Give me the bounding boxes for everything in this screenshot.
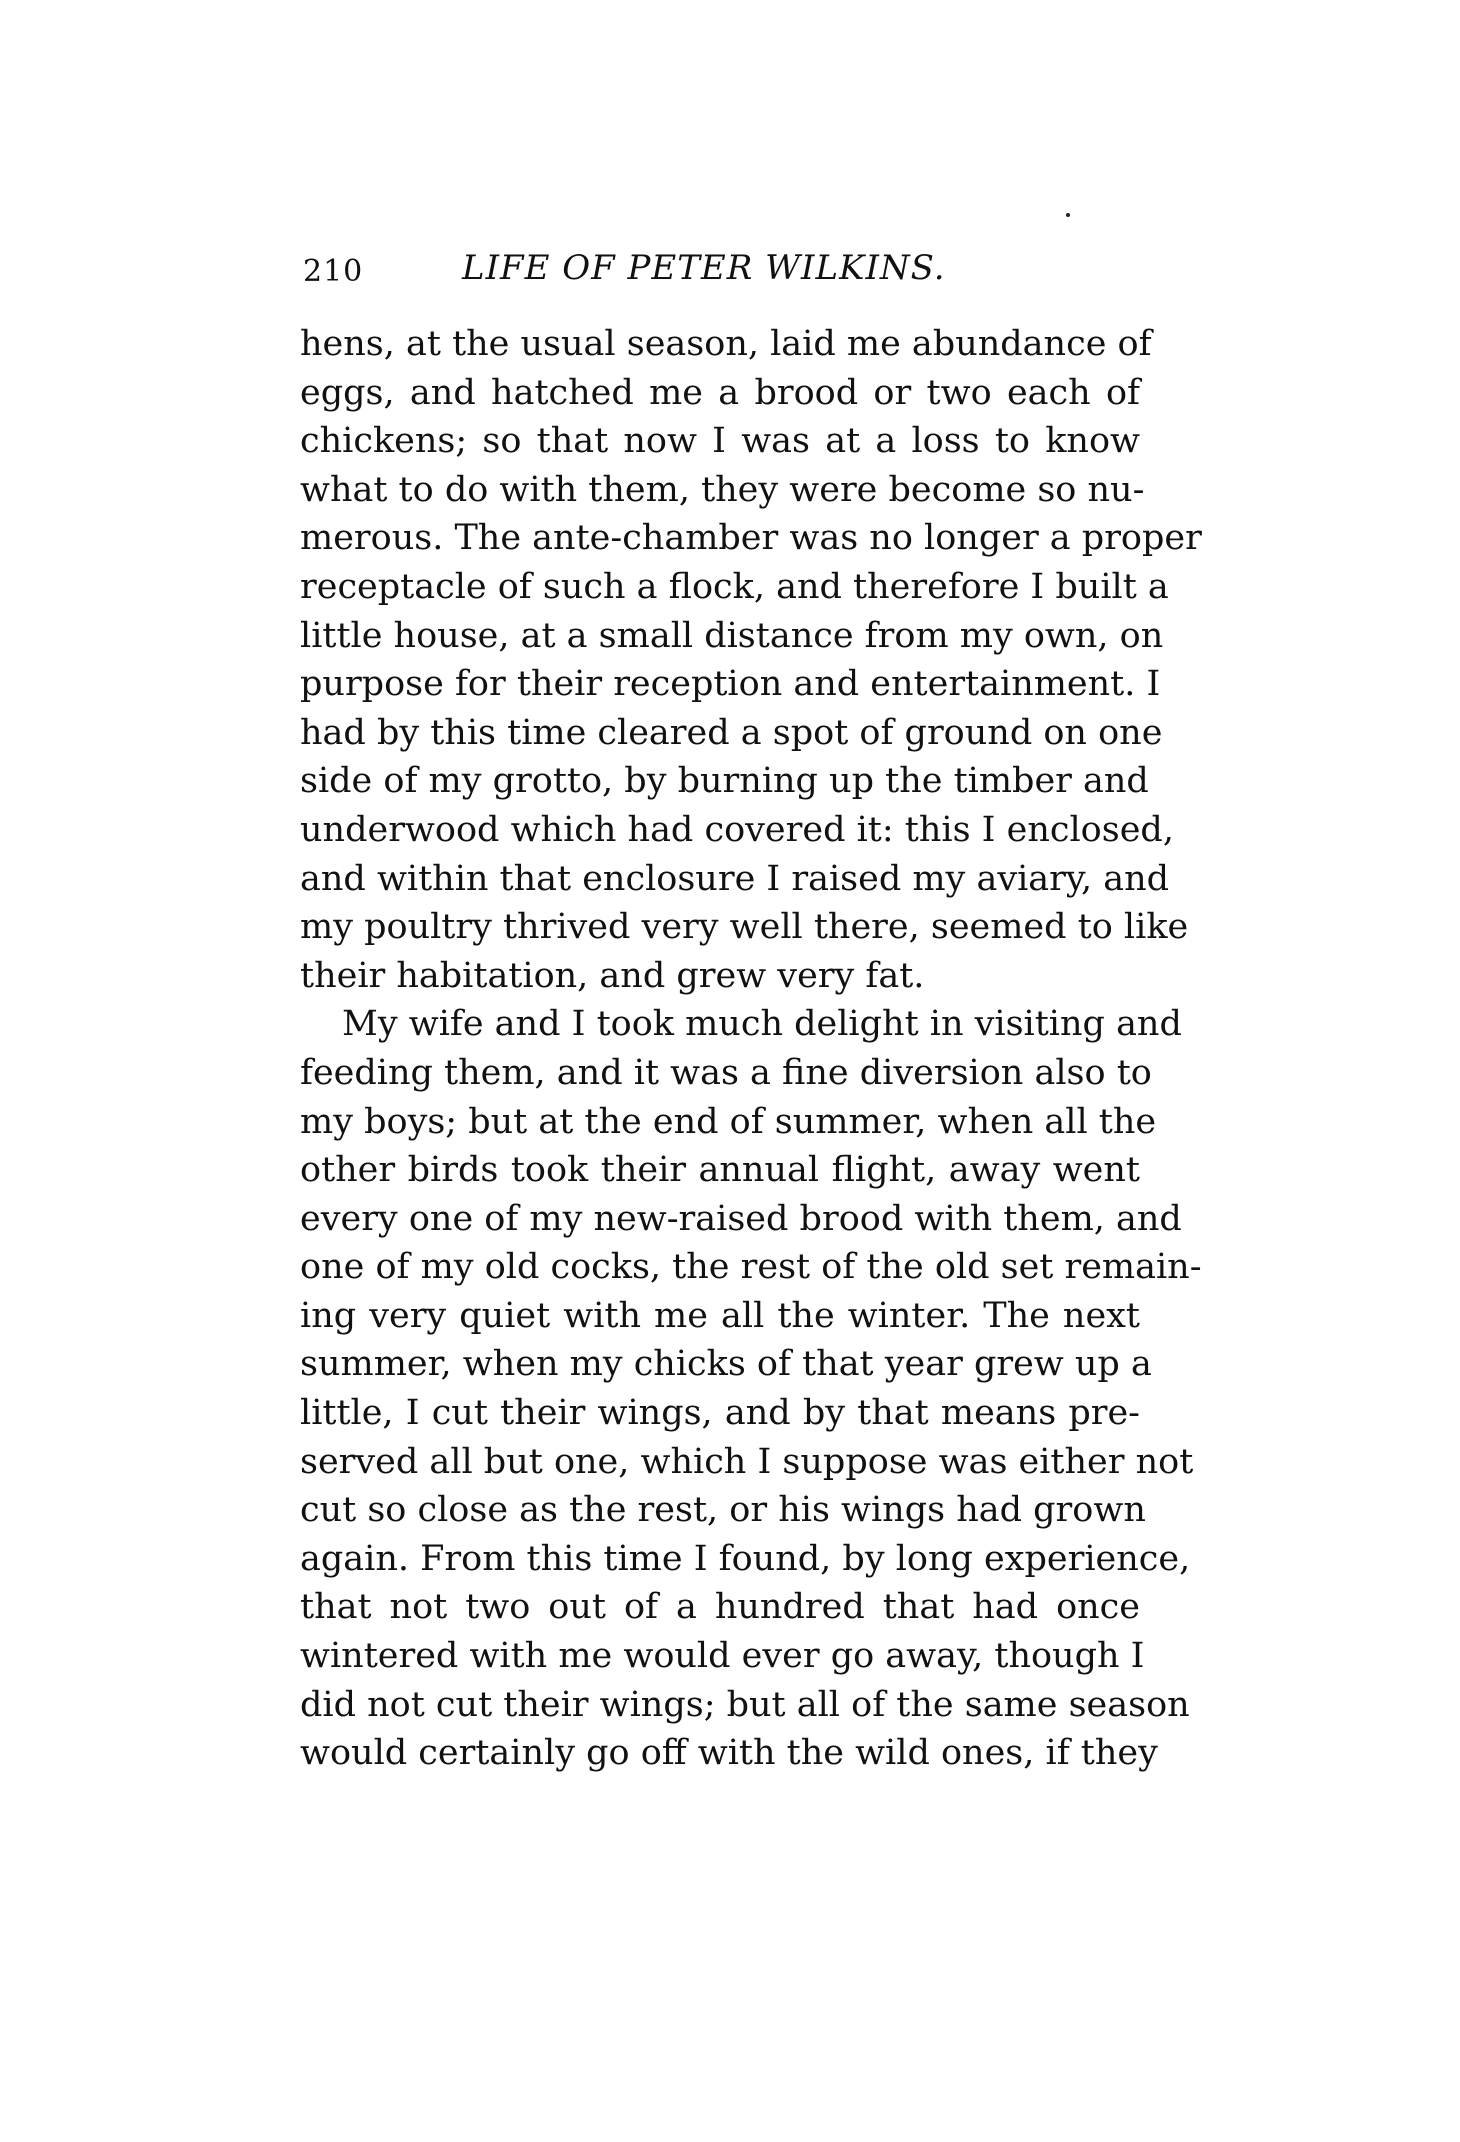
text-line: summer, when my chicks of that year grew up a bbox=[300, 1344, 1152, 1385]
text-line: served all but one, which I suppose was either not bbox=[300, 1441, 1194, 1482]
text-line: one of my old cocks, the rest of the old set remain- bbox=[300, 1247, 1202, 1288]
paragraph-1 bbox=[300, 320, 1202, 1000]
text-line: and within that enclosure I raised my aviary, and bbox=[300, 858, 1170, 899]
text-line: side of my grotto, by burning up the timber and bbox=[300, 761, 1149, 802]
text-line: merous. The ante-chamber was no longer a proper bbox=[300, 518, 1202, 559]
text-line: underwood which had covered it: this I enclosed, bbox=[300, 809, 1174, 850]
text-line: other birds took their annual flight, away went bbox=[300, 1150, 1140, 1191]
text-line: wintered with me would ever go away, though I bbox=[300, 1636, 1145, 1677]
text-line: did not cut their wings; but all of the same season bbox=[300, 1684, 1190, 1725]
body-text bbox=[300, 320, 1202, 1778]
page-number: 210 bbox=[303, 254, 364, 289]
text-line: cut so close as the rest, or his wings had grown bbox=[300, 1490, 1146, 1531]
text-line: ing very quiet with me all the winter. The next bbox=[300, 1295, 1140, 1336]
text-line: chickens; so that now I was at a loss to know bbox=[300, 421, 1140, 462]
text-line: again. From this time I found, by long experience, bbox=[300, 1538, 1191, 1579]
text-line: had by this time cleared a spot of ground on one bbox=[300, 712, 1163, 753]
text-line: little house, at a small distance from my own, on bbox=[300, 615, 1164, 656]
text-line: that not two out of a hundred that had once bbox=[300, 1587, 1140, 1628]
ink-speck bbox=[1066, 213, 1070, 217]
text-line: what to do with them, they were become so nu- bbox=[300, 469, 1145, 510]
page-header bbox=[300, 248, 1140, 308]
text-line: their habitation, and grew very fat. bbox=[300, 955, 925, 996]
text-line: feeding them, and it was a fine diversion also to bbox=[300, 1052, 1152, 1093]
text-line: every one of my new-raised brood with them, and bbox=[300, 1198, 1182, 1239]
text-line: purpose for their reception and entertainment. I bbox=[300, 664, 1161, 705]
running-title: LIFE OF PETER WILKINS. bbox=[462, 248, 946, 288]
text-line: eggs, and hatched me a brood or two each of bbox=[300, 372, 1140, 413]
text-line: little, I cut their wings, and by that means pre- bbox=[300, 1393, 1140, 1434]
text-line: receptacle of such a flock, and therefore I built a bbox=[300, 566, 1169, 607]
text-line: my boys; but at the end of summer, when all the bbox=[300, 1101, 1157, 1142]
text-line: my poultry thrived very well there, seemed to like bbox=[300, 907, 1189, 948]
paragraph-2 bbox=[300, 1000, 1202, 1778]
text-line: My wife and I took much delight in visiting and bbox=[342, 1004, 1182, 1045]
text-line: hens, at the usual season, laid me abundance of bbox=[300, 324, 1152, 364]
text-line: would certainly go off with the wild ones, if they bbox=[300, 1733, 1158, 1774]
